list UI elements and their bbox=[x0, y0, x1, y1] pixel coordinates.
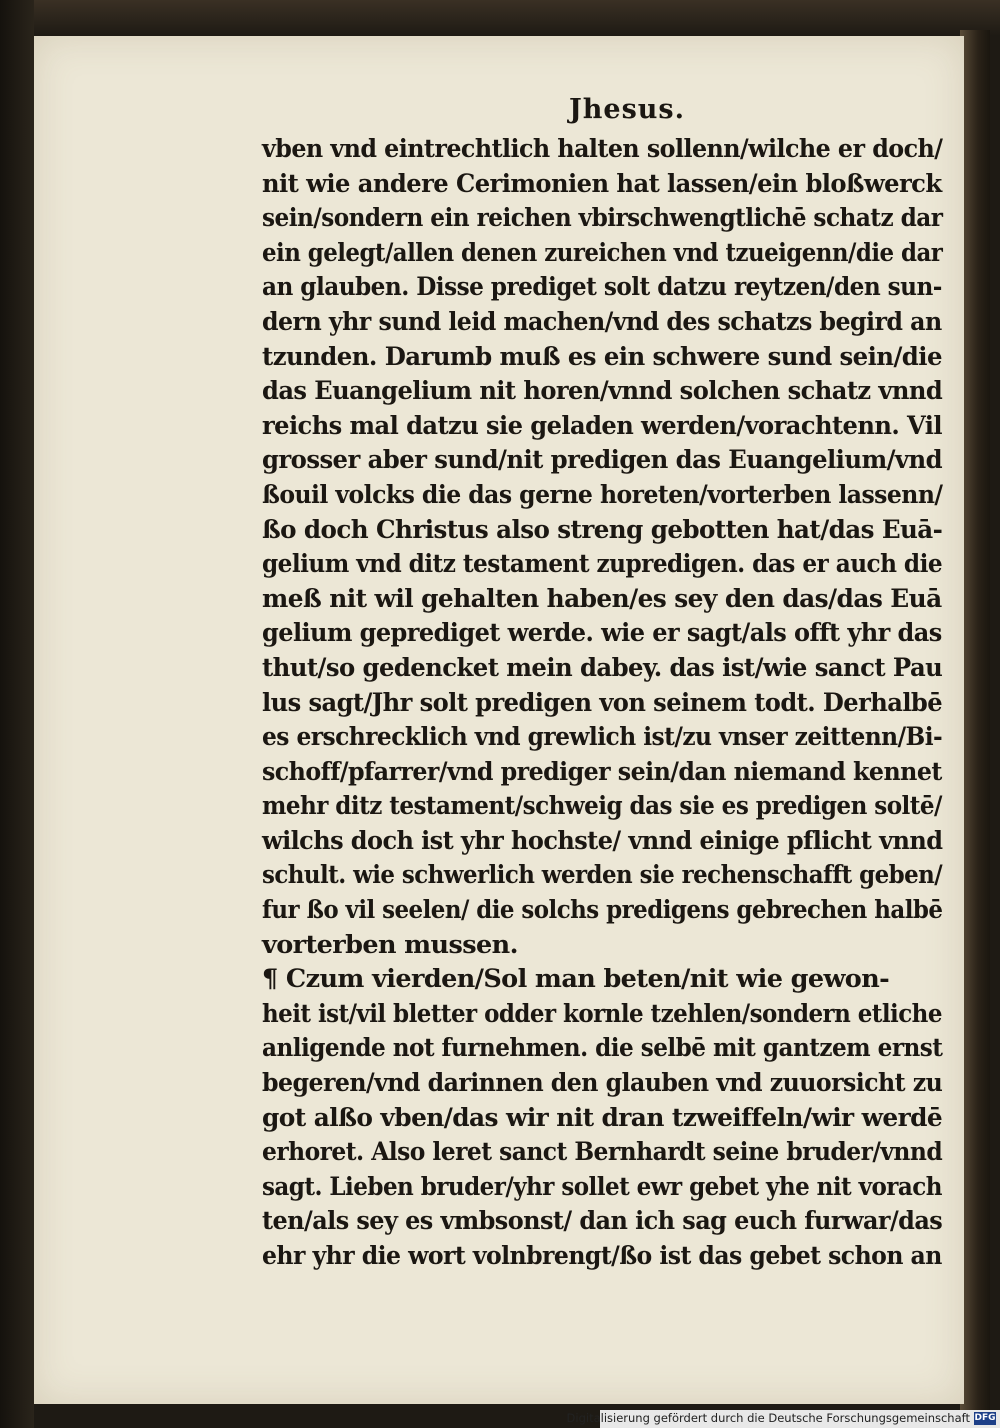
text-line: schult. wie schwerlich werden sie rechenschafft geben/ bbox=[262, 860, 943, 891]
text-line: got alßo vben/das wir nit dran tzweiffeln/wir werdē bbox=[262, 1102, 943, 1133]
text-line: vben vnd eintrechtlich halten sollenn/wilche er doch/ bbox=[262, 134, 943, 164]
text-line: ein gelegt/allen denen zureichen vnd tzueigenn/die dar bbox=[262, 237, 943, 268]
text-line: vorterben mussen. bbox=[262, 929, 518, 960]
text-line: thut/so gedencket mein dabey. das ist/wie sanct Pau bbox=[262, 652, 943, 683]
dfg-logo-icon: DFG bbox=[974, 1413, 996, 1423]
text-line: wilchs doch ist yhr hochste/ vnnd einige pflicht vnnd bbox=[262, 825, 943, 856]
text-line: nit wie andere Cerimonien hat lassen/ein bloßwerck bbox=[262, 168, 942, 199]
text-line: reichs mal datzu sie geladen werden/vorachtenn. Vil bbox=[262, 410, 942, 441]
text-line: es erschrecklich vnd grewlich ist/zu vnser zeittenn/Bi- bbox=[262, 722, 943, 753]
footer-credit: Digitalisierung gefördert durch die Deutsche Forschungsgemeinschaft bbox=[566, 1411, 970, 1425]
text-line: heit ist/vil bletter odder kornle tzehlen/sondern etliche bbox=[262, 998, 942, 1029]
text-lines bbox=[262, 132, 952, 1274]
text-line: gelium geprediget werde. wie er sagt/als offt yhr das bbox=[262, 618, 942, 649]
text-line: ßouil volcks die das gerne horeten/vorterben lassenn/ bbox=[262, 479, 943, 510]
text-line: ten/als sey es vmbsonst/ dan ich sag euch furwar/das bbox=[262, 1206, 943, 1237]
running-head: Jhesus. bbox=[568, 94, 685, 125]
text-line: gelium vnd ditz testament zupredigen. das er auch die bbox=[262, 549, 943, 580]
text-line: begeren/vnd darinnen den glauben vnd zuuorsicht zu bbox=[262, 1068, 943, 1099]
text-line: grosser aber sund/nit predigen das Euangelium/vnd bbox=[262, 445, 943, 476]
text-line: lus sagt/Jhr solt predigen von seinem todt. Derhalbē bbox=[262, 687, 943, 718]
text-line: mehr ditz testament/schweig das sie es predigen soltē/ bbox=[262, 791, 942, 822]
text-line: fur ßo vil seelen/ die solchs predigens gebrechen halbē bbox=[262, 895, 943, 926]
text-line: dern yhr sund leid machen/vnd des schatzs begird an bbox=[262, 306, 942, 337]
text-line: ¶ Czum vierden/Sol man beten/nit wie gewon- bbox=[262, 964, 890, 995]
text-line: sein/sondern ein reichen vbirschwengtlichē schatz dar bbox=[262, 203, 943, 234]
text-line: tzunden. Darumb muß es ein schwere sund sein/die bbox=[262, 341, 942, 372]
text-line: schoff/pfarrer/vnd prediger sein/dan niemand kennet bbox=[262, 756, 942, 787]
text-line: meß nit wil gehalten haben/es sey den das/das Euā bbox=[262, 583, 942, 614]
page-edge-top bbox=[20, 0, 1000, 36]
text-line: sagt. Lieben bruder/yhr sollet ewr gebet yhe nit vorach bbox=[262, 1171, 942, 1202]
text-line: erhoret. Also leret sanct Bernhardt seine bruder/vnnd bbox=[262, 1137, 943, 1168]
page-edge-right bbox=[960, 30, 990, 1410]
text-line: das Euangelium nit horen/vnnd solchen schatz vnnd bbox=[262, 376, 943, 407]
text-line: ßo doch Christus also streng gebotten hat/das Euā- bbox=[262, 514, 943, 545]
text-line: anligende not furnehmen. die selbē mit gantzem ernst bbox=[262, 1033, 943, 1064]
text-line: an glauben. Disse prediget solt datzu reytzen/den sun- bbox=[262, 272, 942, 303]
page-edge-left bbox=[0, 0, 34, 1428]
page-text-block bbox=[262, 88, 952, 1274]
text-line: ehr yhr die wort volnbrengt/ßo ist das gebet schon an bbox=[262, 1241, 942, 1271]
